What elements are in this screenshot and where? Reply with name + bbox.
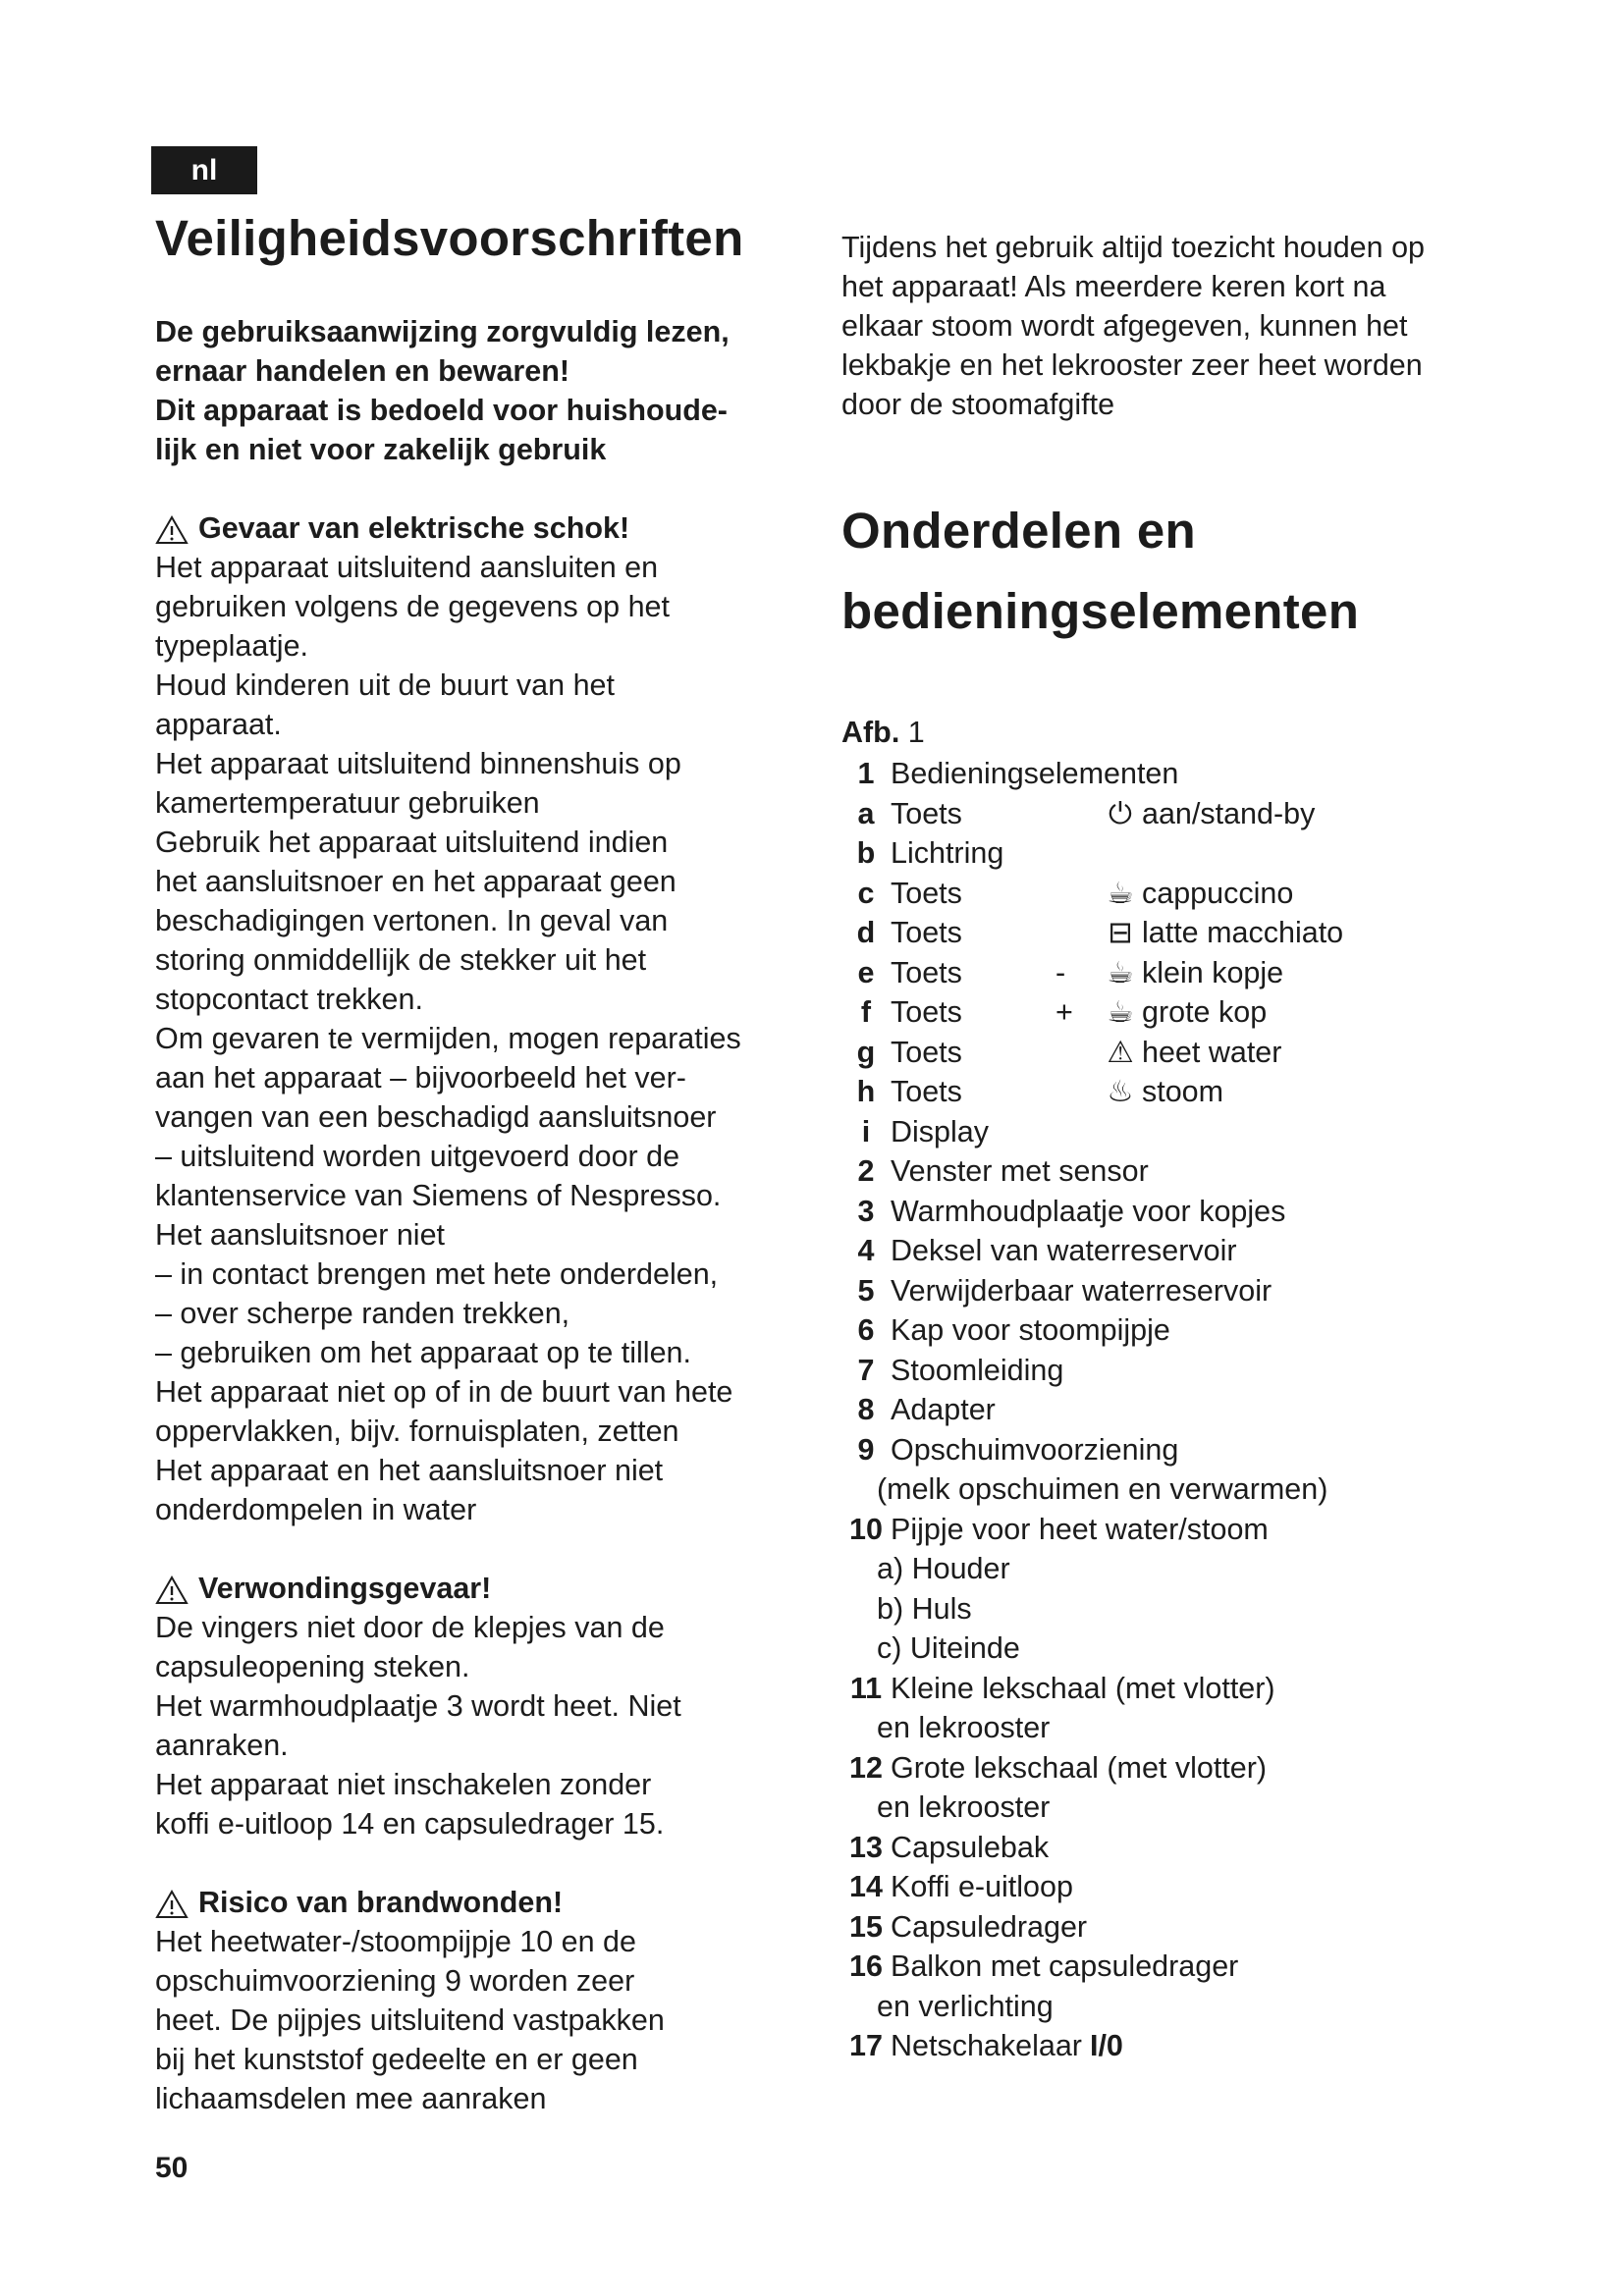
button-label: Toets xyxy=(891,876,962,910)
item-number: 14 xyxy=(849,1870,883,1903)
button-sign xyxy=(1056,874,1099,914)
supervision-notice xyxy=(841,228,1529,424)
item-text: heet water xyxy=(1142,1035,1282,1069)
parts-title xyxy=(841,491,1529,652)
item-continuation: en verlichting xyxy=(877,1989,1054,2023)
text-line: lichaamsdelen mee aanraken xyxy=(155,2082,547,2115)
item-text: cappuccino xyxy=(1142,876,1294,910)
item-number: 17 xyxy=(849,2029,883,2062)
warning-triangle-icon xyxy=(155,508,198,548)
intro-line: Dit apparaat is bedoeld voor huishoude- xyxy=(155,394,728,427)
text-line: Het apparaat uitsluitend binnenshuis op xyxy=(155,747,681,780)
text-line: oppervlakken, bijv. fornuisplaten, zetten xyxy=(155,1415,679,1448)
button-sign: - xyxy=(1056,955,1066,989)
text-line: storing onmiddellijk de stekker uit het xyxy=(155,943,647,977)
parts-list-item xyxy=(841,992,1529,1033)
text-line: klantenservice van Siemens of Nespresso. xyxy=(155,1179,722,1212)
warning-heading xyxy=(155,1883,803,1922)
figure-label xyxy=(841,713,1529,752)
warning-heading-text: Gevaar van elektrische schok! xyxy=(198,511,630,545)
warning-triangle-icon xyxy=(155,1883,198,1922)
button-sign xyxy=(1056,913,1099,953)
language-tag: nl xyxy=(151,146,257,194)
item-text: Adapter xyxy=(891,1393,996,1426)
hot-water-icon: ⚠ xyxy=(1107,1035,1134,1069)
steam-icon: ♨ xyxy=(1107,1075,1134,1108)
text-line: – over scherpe randen trekken, xyxy=(155,1297,570,1330)
item-text-bold: I/0 xyxy=(1089,2029,1123,2062)
parts-list-item xyxy=(841,1390,1529,1430)
text-line: Het aansluitsnoer niet xyxy=(155,1218,446,1252)
text-line: – in contact brengen met hete onderdelen, xyxy=(155,1257,719,1291)
text-line: Het apparaat en het aansluitsnoer niet xyxy=(155,1454,664,1487)
item-number: 4 xyxy=(857,1234,875,1267)
item-text: Stoomleiding xyxy=(891,1353,1064,1387)
item-number: b xyxy=(856,836,876,870)
title-line: Onderdelen en xyxy=(841,503,1196,559)
item-continuation: b) Huls xyxy=(877,1591,972,1626)
text-line: Tijdens het gebruik altijd toezicht houden op xyxy=(841,231,1426,264)
text-line: Het warmhoudplaatje 3 wordt heet. Niet xyxy=(155,1689,681,1723)
item-number: 3 xyxy=(857,1194,875,1228)
item-number: 8 xyxy=(857,1393,875,1426)
item-number: g xyxy=(856,1035,876,1069)
item-text: Deksel van waterreservoir xyxy=(891,1234,1237,1267)
small-cup-icon: ☕ xyxy=(1107,955,1134,989)
button-label: Toets xyxy=(891,995,962,1029)
parts-list-item xyxy=(841,1310,1529,1351)
item-text: Kleine lekschaal (met vlotter) xyxy=(891,1671,1275,1705)
text-line: – gebruiken om het apparaat op te tillen. xyxy=(155,1336,691,1369)
text-line: kamertemperatuur gebruiken xyxy=(155,786,540,820)
text-line: opschuimvoorziening 9 worden zeer xyxy=(155,1964,635,1998)
parts-list-item xyxy=(841,1828,1529,1868)
item-number: 1 xyxy=(857,757,875,790)
item-text: klein kopje xyxy=(1142,955,1284,989)
text-line: koffi e-uitloop 14 en capsuledrager 15. xyxy=(155,1807,665,1841)
item-number: 16 xyxy=(849,1949,883,1983)
text-line: aanraken. xyxy=(155,1729,289,1762)
item-number: f xyxy=(860,995,872,1029)
large-cup-icon: ☕ xyxy=(1107,995,1134,1029)
warning-section xyxy=(155,1883,803,2118)
text-line: elkaar stoom wordt afgegeven, kunnen het xyxy=(841,309,1408,343)
text-line: gebruiken volgens de gegevens op het xyxy=(155,590,670,623)
item-text: aan/stand-by xyxy=(1142,796,1316,830)
item-text: Capsulebak xyxy=(891,1830,1050,1864)
text-line: bij het kunststof gedeelte en er geen xyxy=(155,2043,638,2076)
safety-intro xyxy=(155,312,803,469)
item-number: i xyxy=(861,1114,871,1148)
parts-list-item xyxy=(841,2026,1529,2066)
parts-list-item xyxy=(841,1748,1529,1789)
item-text: Venster met sensor xyxy=(891,1154,1149,1188)
item-text: Warmhoudplaatje voor kopjes xyxy=(891,1194,1286,1228)
safety-title: Veiligheidsvoorschriften xyxy=(155,210,744,266)
parts-list-item xyxy=(841,1192,1529,1232)
parts-list-item xyxy=(841,1907,1529,1948)
parts-list-item xyxy=(841,913,1529,953)
button-sign xyxy=(1056,1033,1099,1073)
safety-column xyxy=(155,208,803,2118)
item-text: Balkon met capsuledrager xyxy=(891,1949,1239,1983)
item-text: Bedieningselementen xyxy=(891,757,1179,790)
item-number: 11 xyxy=(849,1671,883,1705)
power-icon: ⏻ xyxy=(1108,796,1133,830)
parts-list-item xyxy=(841,1072,1529,1112)
item-number: d xyxy=(856,916,876,949)
text-line: beschadigingen vertonen. In geval van xyxy=(155,904,669,937)
intro-line: lijk en niet voor zakelijk gebruik xyxy=(155,433,607,466)
figure-number: 1 xyxy=(907,716,925,749)
warning-section xyxy=(155,1569,803,1843)
warning-heading-text: Verwondingsgevaar! xyxy=(198,1572,492,1605)
text-line: het aansluitsnoer en het apparaat geen xyxy=(155,865,677,898)
item-text: Opschuimvoorziening xyxy=(891,1432,1179,1467)
text-line: aan het apparaat – bijvoorbeeld het ver- xyxy=(155,1061,686,1095)
warning-heading xyxy=(155,508,803,548)
item-continuation: c) Uiteinde xyxy=(877,1631,1020,1665)
item-text: Kap voor stoompijpje xyxy=(891,1313,1170,1347)
parts-list-item xyxy=(841,1231,1529,1271)
item-number: 10 xyxy=(849,1512,883,1546)
button-sign xyxy=(1056,794,1099,834)
button-label: Toets xyxy=(891,916,962,949)
text-line: vangen van een beschadigd aansluitsnoer xyxy=(155,1100,717,1134)
parts-list-item xyxy=(841,1510,1529,1550)
item-text: latte macchiato xyxy=(1142,916,1344,949)
item-number: 13 xyxy=(849,1830,883,1864)
item-number: 15 xyxy=(849,1909,883,1944)
item-number: 5 xyxy=(857,1273,875,1308)
item-text: Grote lekschaal (met vlotter) xyxy=(891,1750,1268,1785)
parts-list-item xyxy=(841,1271,1529,1311)
parts-list xyxy=(841,754,1529,2066)
cappuccino-icon: ☕ xyxy=(1107,876,1134,910)
parts-list-item xyxy=(841,1669,1529,1709)
item-text: Capsuledrager xyxy=(891,1909,1088,1944)
warning-heading-text: Risico van brandwonden! xyxy=(198,1886,564,1919)
text-line: onderdompelen in water xyxy=(155,1493,477,1526)
text-line: capsuleopening steken. xyxy=(155,1650,470,1683)
parts-list-item xyxy=(841,1151,1529,1192)
item-continuation: en lekrooster xyxy=(877,1790,1051,1824)
item-text: Lichtring xyxy=(891,836,1004,870)
safety-sections xyxy=(155,508,803,2118)
item-continuation: en lekrooster xyxy=(877,1711,1051,1744)
text-line: typeplaatje. xyxy=(155,629,308,663)
parts-list-item xyxy=(841,874,1529,914)
button-sign xyxy=(1056,1072,1099,1112)
button-label: Toets xyxy=(891,1075,962,1108)
parts-list-item xyxy=(841,1351,1529,1391)
item-number: 6 xyxy=(857,1313,875,1347)
text-line: Het apparaat niet op of in de buurt van hete xyxy=(155,1375,733,1409)
text-line: Het apparaat uitsluitend aansluiten en xyxy=(155,551,659,584)
item-text: Koffi e-uitloop xyxy=(891,1870,1073,1903)
text-line: Om gevaren te vermijden, mogen reparaties xyxy=(155,1022,741,1055)
text-line: – uitsluitend worden uitgevoerd door de xyxy=(155,1140,680,1173)
latte-macchiato-icon: ⊟ xyxy=(1108,916,1133,949)
parts-list-item xyxy=(841,833,1529,874)
parts-list-item xyxy=(841,1430,1529,1470)
text-line: door de stoomafgifte xyxy=(841,388,1115,421)
button-label: Toets xyxy=(891,796,962,830)
item-number: h xyxy=(856,1075,876,1108)
parts-list-item xyxy=(841,754,1529,794)
parts-list-item xyxy=(841,1033,1529,1073)
button-label: Toets xyxy=(891,1035,962,1069)
parts-list-item xyxy=(841,1867,1529,1907)
title-line: bedieningselementen xyxy=(841,583,1360,639)
item-continuation: a) Houder xyxy=(877,1552,1010,1585)
parts-list-item xyxy=(841,953,1529,993)
text-line: Het heetwater-/stoompijpje 10 en de xyxy=(155,1925,636,1958)
item-continuation: (melk opschuimen en verwarmen) xyxy=(877,1472,1328,1506)
text-line: lekbakje en het lekrooster zeer heet worden xyxy=(841,348,1423,382)
figure-label-text: Afb. xyxy=(841,716,900,749)
warning-heading xyxy=(155,1569,803,1608)
item-number: 12 xyxy=(849,1750,883,1785)
item-text: Display xyxy=(891,1114,990,1148)
intro-line: De gebruiksaanwijzing zorgvuldig lezen, xyxy=(155,315,730,348)
parts-list-item xyxy=(841,1112,1529,1152)
intro-line: ernaar handelen en bewaren! xyxy=(155,354,570,388)
text-line: apparaat. xyxy=(155,708,282,741)
item-number: c xyxy=(857,876,875,910)
text-line: heet. De pijpjes uitsluitend vastpakken xyxy=(155,2003,665,2037)
page-number: 50 xyxy=(155,2152,189,2184)
item-number: 7 xyxy=(857,1353,875,1387)
item-number: e xyxy=(857,955,875,989)
button-label: Toets xyxy=(891,955,962,989)
parts-list-item xyxy=(841,794,1529,834)
item-text: Verwijderbaar waterreservoir xyxy=(891,1273,1272,1308)
item-text: Netschakelaar xyxy=(891,2029,1082,2062)
parts-column xyxy=(841,228,1529,2066)
text-line: het apparaat! Als meerdere keren kort na xyxy=(841,270,1386,303)
warning-triangle-icon xyxy=(155,1569,198,1608)
item-text: stoom xyxy=(1142,1075,1224,1108)
text-line: De vingers niet door de klepjes van de xyxy=(155,1611,665,1644)
warning-section xyxy=(155,508,803,1529)
parts-list-item xyxy=(841,1947,1529,1987)
button-sign: + xyxy=(1056,995,1073,1029)
text-line: stopcontact trekken. xyxy=(155,983,423,1016)
text-line: Gebruik het apparaat uitsluitend indien xyxy=(155,826,669,859)
item-number: 2 xyxy=(857,1154,875,1188)
text-line: Het apparaat niet inschakelen zonder xyxy=(155,1768,652,1801)
item-number: a xyxy=(857,796,875,830)
item-number: 9 xyxy=(857,1432,875,1467)
item-text: grote kop xyxy=(1142,995,1268,1029)
text-line: Houd kinderen uit de buurt van het xyxy=(155,668,615,702)
item-text: Pijpje voor heet water/stoom xyxy=(891,1512,1269,1546)
